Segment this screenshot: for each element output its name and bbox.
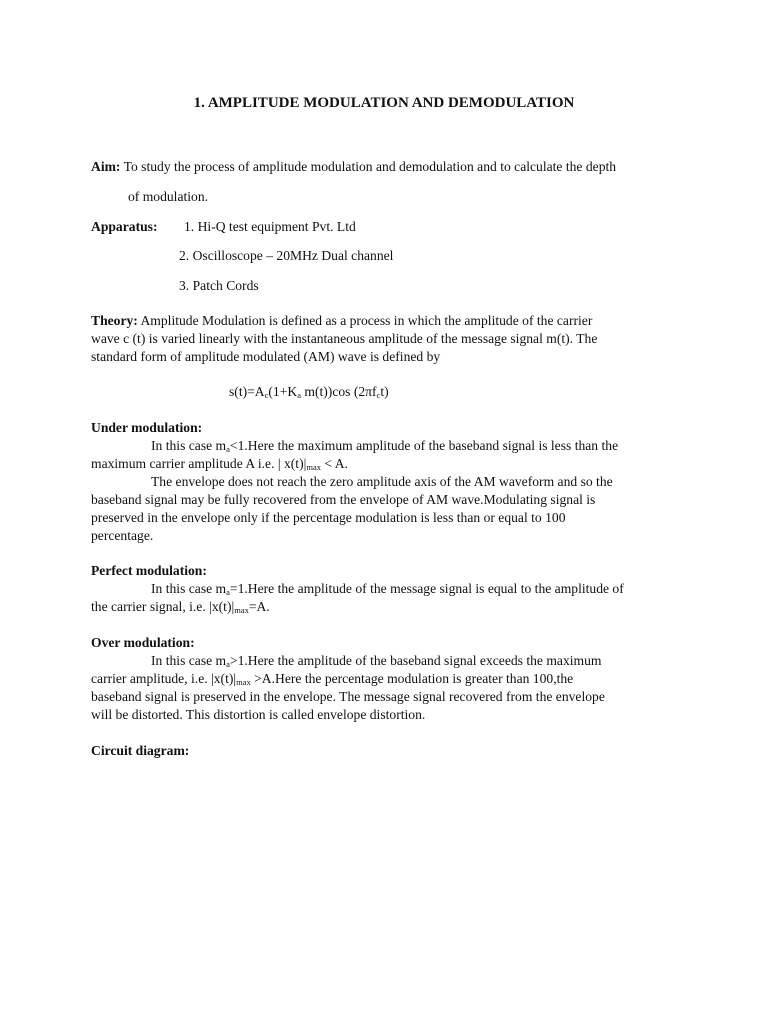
under-line-2: maximum carrier amplitude A i.e. | $x(t)|_{max} < A$. [91,456,348,472]
theory-text-1: Amplitude Modulation is defined as a process in which the amplitude of the carrier [137,313,593,328]
aim-line-2: of modulation. [128,189,209,204]
aim-line-1 [91,158,616,176]
perfect-line-2: the carrier signal, i.e. $|x(t)|_{max}=A$. [91,599,270,615]
apparatus-item-3: 3. Patch Cords [179,278,259,293]
page-title: 1. AMPLITUDE MODULATION AND DEMODULATION [193,95,575,111]
under-line-1: In this case $m_a<1.Here$ the maximum amplitude of the baseband signal is less than the [151,438,619,454]
under-line-5: preserved in the envelope only if the percentage modulation is less than or equal to 100 [91,510,566,525]
under-line-3: The envelope does not reach the zero amplitude axis of the AM waveform and so the [151,474,613,489]
am-formula: $s(t)=A_c(1+K_a$ m(t))cos $(2\pi f_ct)$ [229,384,389,400]
under-modulation-heading: Under modulation: [91,420,203,435]
over-line-3: baseband signal is preserved in the envelope. The message signal recovered from the envelope [91,689,605,704]
perfect-line-1: In this case $m_a=1.Here$ the amplitude of the message signal is equal to the amplitude of [151,581,624,597]
aim-text-1: To study the process of amplitude modulation and demodulation and to calculate the depth [120,159,617,174]
theory-line-3: standard form of amplitude modulated (AM) wave is defined by [91,349,441,364]
over-line-1: In this case $m_a>1.Here$ the amplitude of the baseband signal exceeds the maximum [151,653,602,669]
over-line-2: carrier amplitude, i.e. $|x(t)|_{max}$ >A.Here the percentage modulation is greater than 100,the [91,671,574,687]
perfect-modulation-heading: Perfect modulation: [91,563,207,578]
theory-label: Theory: [91,313,138,328]
apparatus-item-2: 2. Oscilloscope – 20MHz Dual channel [179,248,394,263]
theory-line-2: wave c (t) is varied linearly with the instantaneous amplitude of the message signal m(t). The [91,331,598,346]
circuit-diagram-heading: Circuit diagram: [91,743,190,758]
apparatus-item-1: 1. Hi-Q test equipment Pvt. Ltd [184,219,356,234]
theory-line-1 [91,312,592,330]
over-line-4: will be distorted. This distortion is called envelope distortion. [91,707,426,722]
under-line-6: percentage. [91,528,154,543]
apparatus-label: Apparatus: [91,219,158,234]
aim-label: Aim: [91,159,121,174]
under-line-4: baseband signal may be fully recovered from the envelope of AM wave.Modulating signal is [91,492,596,507]
over-modulation-heading: Over modulation: [91,635,195,650]
